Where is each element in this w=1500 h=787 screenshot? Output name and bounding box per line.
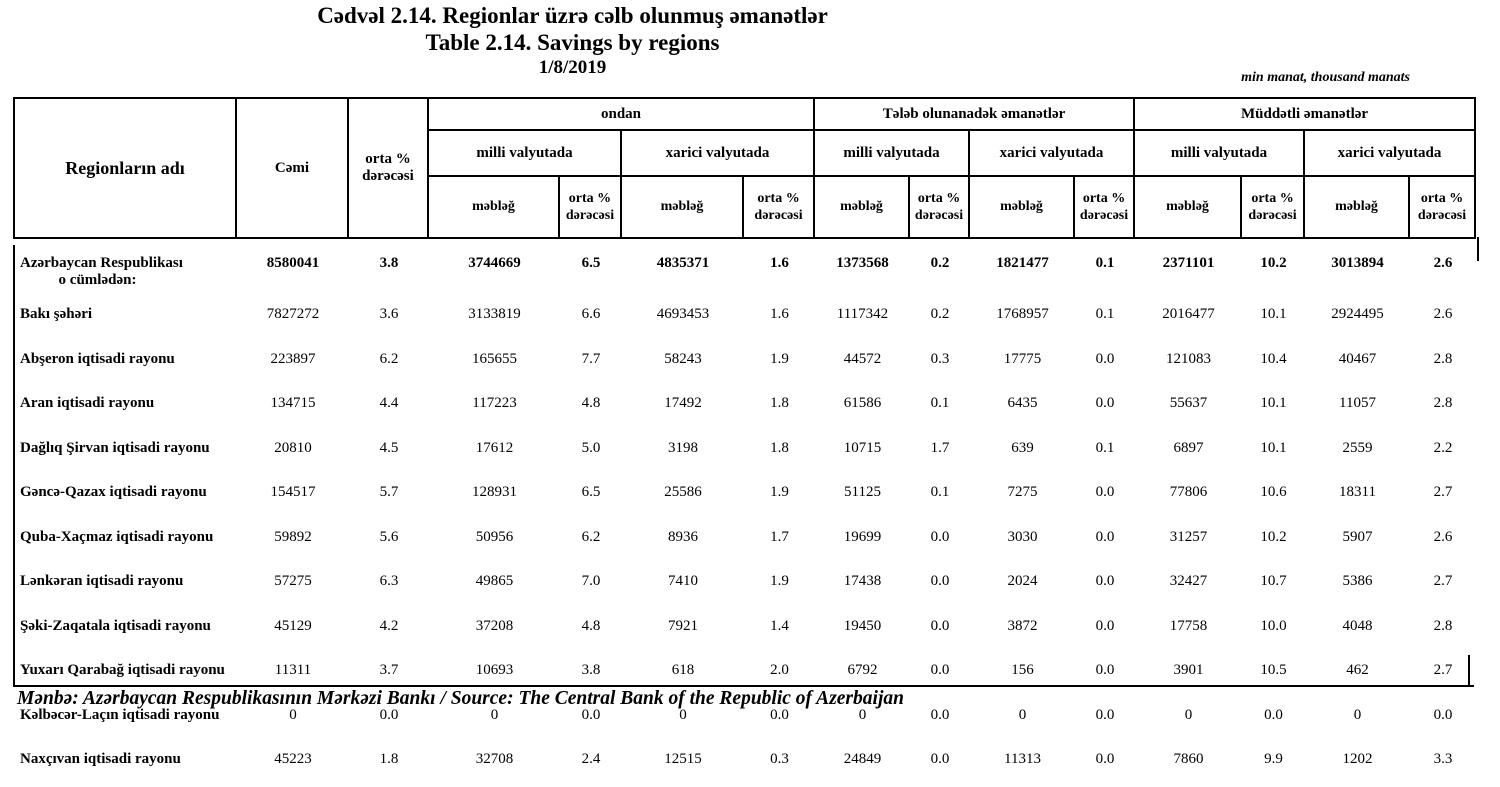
table-row (15, 475, 1476, 520)
table-row (15, 742, 1476, 787)
value-cell: 5.0 (581, 439, 601, 456)
value-cell: 0.0 (1095, 528, 1115, 545)
value-cell: 1.8 (770, 395, 789, 411)
value-cell: 0.0 (1264, 706, 1283, 723)
header-term-foreign: xarici valyutada (1304, 130, 1475, 176)
value-cell: 1.6 (770, 255, 789, 271)
value-cell: 40467 (1338, 350, 1377, 367)
value-cell: 10.5 (1260, 662, 1287, 678)
header-rate: orta % dərəcəsi (909, 176, 969, 238)
value-cell: 50956 (475, 528, 514, 545)
value-cell: 121083 (1166, 350, 1211, 367)
value-cell: 4048 (1342, 617, 1373, 634)
value-cell: 0.1 (1095, 306, 1115, 322)
header-group-demand-deposits: Tələb olunanadək əmanətlər (814, 98, 1134, 130)
value-cell: 223897 (270, 350, 316, 367)
value-cell: 61586 (843, 395, 882, 411)
value-cell: 5907 (1342, 528, 1373, 545)
value-cell: 3.8 (581, 662, 601, 678)
value-cell: 1.8 (379, 751, 399, 767)
value-cell: 3744669 (468, 255, 521, 271)
value-cell: 2.2 (1433, 439, 1453, 456)
value-cell: 0.0 (930, 662, 950, 678)
value-cell: 7410 (668, 573, 698, 589)
value-cell: 17758 (1169, 617, 1208, 634)
value-cell: 2.7 (1433, 662, 1453, 678)
value-cell: 9.9 (1264, 751, 1283, 767)
header-term-national: milli valyutada (1134, 130, 1304, 176)
value-cell: 6.2 (581, 528, 601, 545)
value-cell: 1.6 (770, 306, 789, 322)
value-cell: 618 (671, 662, 695, 678)
value-cell: 4693453 (656, 306, 710, 322)
value-cell: 0 (1018, 706, 1027, 723)
value-cell: 6.2 (379, 350, 399, 367)
header-amount: məbləğ (814, 176, 909, 238)
value-cell: 1373568 (836, 255, 889, 271)
value-cell: 134715 (270, 395, 316, 411)
value-cell: 3872 (1007, 617, 1038, 634)
region-name: Naxçıvan iqtisadi rayonu (20, 751, 181, 767)
value-cell: 1821477 (996, 255, 1049, 271)
value-cell: 6792 (847, 662, 878, 678)
value-cell: 0.0 (1095, 350, 1115, 367)
value-cell: 3901 (1173, 662, 1204, 678)
value-cell: 0.0 (1095, 484, 1115, 500)
value-cell: 12515 (664, 751, 702, 767)
value-cell: 6.3 (379, 573, 399, 589)
value-cell: 58243 (664, 350, 702, 367)
value-cell: 2.4 (581, 751, 601, 767)
value-cell: 0 (858, 706, 867, 723)
value-cell: 4.4 (379, 395, 399, 411)
region-name: Abşeron iqtisadi rayonu (20, 350, 175, 367)
value-cell: 0.0 (1095, 573, 1115, 589)
region-name: Dağlıq Şirvan iqtisadi rayonu (20, 439, 210, 456)
report-date: 1/8/2019 (538, 57, 607, 79)
header-rate: orta % dərəcəsi (1409, 176, 1475, 238)
header-rate: orta % dərəcəsi (1241, 176, 1304, 238)
value-cell: 5386 (1342, 573, 1373, 589)
value-cell: 2.6 (1433, 306, 1453, 322)
table-row (15, 386, 1476, 431)
value-cell: 0.1 (1095, 439, 1115, 456)
value-cell: 0.0 (930, 751, 950, 767)
value-cell: 77806 (1169, 484, 1208, 500)
value-cell: 1.7 (770, 528, 789, 545)
header-amount: məbləğ (969, 176, 1074, 238)
value-cell: 165655 (472, 350, 517, 367)
header-group-ondan: ondan (428, 98, 814, 130)
value-cell: 0 (1353, 706, 1362, 723)
value-cell: 1202 (1342, 751, 1373, 767)
value-cell: 0.0 (930, 706, 950, 723)
value-cell: 17775 (1003, 350, 1042, 367)
value-cell: 57275 (274, 573, 312, 589)
value-cell: 3.8 (379, 255, 399, 271)
header-ondan-national: milli valyutada (428, 130, 621, 176)
value-cell: 0.0 (379, 706, 399, 723)
value-cell: 8936 (668, 528, 698, 545)
header-amount: məbləğ (428, 176, 559, 238)
value-cell: 3133819 (468, 306, 521, 322)
table-row (15, 431, 1476, 476)
header-rate: orta % dərəcəsi (1074, 176, 1134, 238)
value-cell: 32708 (475, 751, 514, 767)
value-cell: 2.8 (1433, 617, 1453, 634)
region-name: Şəki-Zaqatala iqtisadi rayonu (20, 617, 211, 634)
value-cell: 0.0 (1095, 706, 1115, 723)
region-name: Gəncə-Qazax iqtisadi rayonu (20, 484, 207, 500)
value-cell: 3013894 (1331, 255, 1384, 271)
value-cell: 2016477 (1162, 306, 1215, 322)
value-cell: 17492 (664, 395, 702, 411)
value-cell: 45223 (274, 751, 312, 767)
table-title-en: Table 2.14. Savings by regions (425, 30, 720, 56)
table-row (15, 564, 1476, 609)
region-name: Yuxarı Qarabağ iqtisadi rayonu (20, 662, 225, 678)
value-cell: 156 (1011, 662, 1034, 678)
value-cell: 0.2 (930, 306, 950, 322)
value-cell: 2.7 (1433, 573, 1453, 589)
value-cell: 0.0 (770, 706, 789, 723)
region-subname: o cümlədən: (58, 272, 137, 288)
header-group-term-deposits: Müddətli əmanətlər (1134, 98, 1475, 130)
value-cell: 0.0 (581, 706, 601, 723)
unit-note: min manat, thousand manats (1241, 70, 1410, 85)
value-cell: 0 (490, 706, 499, 723)
header-demand-national: milli valyutada (814, 130, 969, 176)
value-cell: 10.1 (1260, 439, 1287, 456)
value-cell: 4835371 (656, 255, 710, 271)
value-cell: 2371101 (1162, 255, 1215, 271)
value-cell: 17612 (475, 439, 514, 456)
value-cell: 2.8 (1433, 350, 1453, 367)
table-row (15, 342, 1476, 387)
table-header (13, 97, 1476, 239)
value-cell: 2024 (1007, 573, 1038, 589)
value-cell: 1768957 (996, 306, 1049, 322)
header-total: Cəmi (236, 98, 348, 238)
table-title-az: Cədvəl 2.14. Regionlar üzrə cəlb olunmuş əmanətlər (317, 3, 828, 28)
value-cell: 4.8 (581, 395, 601, 411)
header-region: Regionların adı (14, 98, 236, 238)
value-cell: 3.3 (1433, 751, 1453, 767)
header-demand-foreign: xarici valyutada (969, 130, 1134, 176)
border-tick-top (1477, 237, 1479, 261)
value-cell: 0.0 (930, 573, 950, 589)
table-row (15, 520, 1476, 565)
value-cell: 31257 (1169, 528, 1208, 545)
value-cell: 7275 (1007, 484, 1038, 500)
value-cell: 10.1 (1260, 306, 1287, 322)
value-cell: 19699 (843, 528, 882, 545)
value-cell: 2559 (1342, 439, 1373, 456)
value-cell: 7.0 (581, 573, 601, 589)
value-cell: 7827272 (266, 306, 320, 322)
value-cell: 49865 (475, 573, 514, 589)
value-cell: 0.1 (1095, 255, 1115, 271)
value-cell: 117223 (472, 395, 517, 411)
value-cell: 20810 (274, 439, 312, 456)
value-cell: 1.9 (770, 573, 789, 589)
value-cell: 1.7 (930, 439, 950, 456)
value-cell: 0 (289, 706, 297, 723)
value-cell: 10.1 (1260, 395, 1287, 411)
value-cell: 25586 (664, 484, 702, 500)
value-cell: 4.8 (581, 617, 601, 634)
value-cell: 0.1 (930, 484, 950, 500)
header-amount: məbləğ (621, 176, 743, 238)
value-cell: 7921 (668, 617, 698, 634)
value-cell: 0.0 (1095, 617, 1115, 634)
value-cell: 6.5 (581, 484, 601, 500)
value-cell: 7860 (1173, 751, 1204, 767)
value-cell: 10693 (475, 662, 514, 678)
value-cell: 37208 (475, 617, 514, 634)
value-cell: 4.5 (379, 439, 399, 456)
value-cell: 3.7 (379, 662, 399, 678)
header-avg-rate: orta % dərəcəsi (348, 98, 428, 238)
value-cell: 0 (679, 706, 687, 723)
table-row (15, 297, 1476, 342)
value-cell: 45129 (274, 617, 312, 634)
region-name: Lənkəran iqtisadi rayonu (20, 573, 184, 589)
value-cell: 3198 (668, 439, 698, 456)
value-cell: 2.0 (770, 662, 789, 678)
value-cell: 0.1 (930, 395, 950, 411)
value-cell: 639 (1011, 439, 1034, 456)
value-cell: 3.6 (379, 306, 399, 322)
value-cell: 17438 (843, 573, 882, 589)
value-cell: 2.7 (1433, 484, 1453, 500)
header-amount: məbləğ (1134, 176, 1241, 238)
value-cell: 1.4 (770, 617, 789, 634)
value-cell: 19450 (843, 617, 882, 634)
value-cell: 2.8 (1433, 395, 1453, 411)
value-cell: 10.2 (1260, 255, 1287, 271)
table-row (15, 245, 1476, 297)
value-cell: 1117342 (836, 306, 889, 322)
value-cell: 59892 (274, 528, 312, 545)
value-cell: 0.0 (1433, 706, 1453, 723)
header-rate: orta % dərəcəsi (743, 176, 814, 238)
value-cell: 128931 (472, 484, 517, 500)
value-cell: 11313 (1004, 751, 1041, 767)
value-cell: 0.0 (930, 528, 950, 545)
value-cell: 0.0 (1095, 395, 1115, 411)
value-cell: 462 (1346, 662, 1369, 678)
value-cell: 154517 (270, 484, 316, 500)
value-cell: 0.0 (1095, 662, 1115, 678)
value-cell: 8580041 (266, 255, 320, 271)
value-cell: 55637 (1169, 395, 1208, 411)
value-cell: 2.6 (1433, 528, 1453, 545)
value-cell: 7.7 (581, 350, 601, 367)
value-cell: 6.5 (581, 255, 601, 271)
value-cell: 10715 (843, 439, 882, 456)
value-cell: 3030 (1007, 528, 1038, 545)
value-cell: 0.2 (930, 255, 950, 271)
value-cell: 24849 (843, 751, 882, 767)
value-cell: 10.0 (1260, 617, 1287, 634)
region-name: Azərbaycan Respublikası o cümlədən: (15, 245, 237, 297)
region-name: Bakı şəhəri (20, 306, 93, 322)
source-note: Mənbə: Azərbaycan Respublikasının Mərkəzi Bankı / Source: The Central Bank of the Republic of Azerbaijan (17, 688, 904, 709)
value-cell: 2924495 (1331, 306, 1384, 322)
value-cell: 11311 (274, 662, 312, 678)
value-cell: 0.0 (1095, 751, 1115, 767)
title-block (0, 2, 1145, 80)
header-amount: məbləğ (1304, 176, 1409, 238)
value-cell: 10.2 (1260, 528, 1287, 545)
value-cell: 10.6 (1260, 484, 1287, 500)
value-cell: 2.6 (1433, 255, 1453, 271)
value-cell: 6435 (1007, 395, 1038, 411)
value-cell: 10.7 (1260, 573, 1287, 589)
value-cell: 4.2 (379, 617, 399, 634)
border-tick-bottom (1468, 655, 1470, 685)
header-rate: orta % dərəcəsi (559, 176, 621, 238)
value-cell: 10.4 (1260, 350, 1287, 367)
region-name: Aran iqtisadi rayonu (20, 395, 155, 411)
value-cell: 5.6 (379, 528, 399, 545)
header-ondan-foreign: xarici valyutada (621, 130, 814, 176)
value-cell: 1.8 (770, 439, 789, 456)
value-cell: 1.9 (770, 484, 789, 500)
table-row (15, 609, 1476, 654)
value-cell: 1.9 (770, 350, 789, 367)
value-cell: 0.0 (930, 617, 950, 634)
value-cell: 0.3 (930, 350, 950, 367)
value-cell: 5.7 (379, 484, 399, 500)
value-cell: 11057 (1339, 395, 1376, 411)
value-cell: 0 (1184, 706, 1193, 723)
value-cell: 32427 (1169, 573, 1208, 589)
value-cell: 6.6 (581, 306, 601, 322)
value-cell: 44572 (843, 350, 882, 367)
value-cell: 0.3 (770, 751, 789, 767)
value-cell: 6897 (1173, 439, 1204, 456)
region-name: Kəlbəcər-Laçın iqtisadi rayonu (20, 706, 220, 723)
value-cell: 51125 (844, 484, 881, 500)
value-cell: 18311 (1339, 484, 1376, 500)
region-name: Quba-Xaçmaz iqtisadi rayonu (20, 528, 214, 545)
